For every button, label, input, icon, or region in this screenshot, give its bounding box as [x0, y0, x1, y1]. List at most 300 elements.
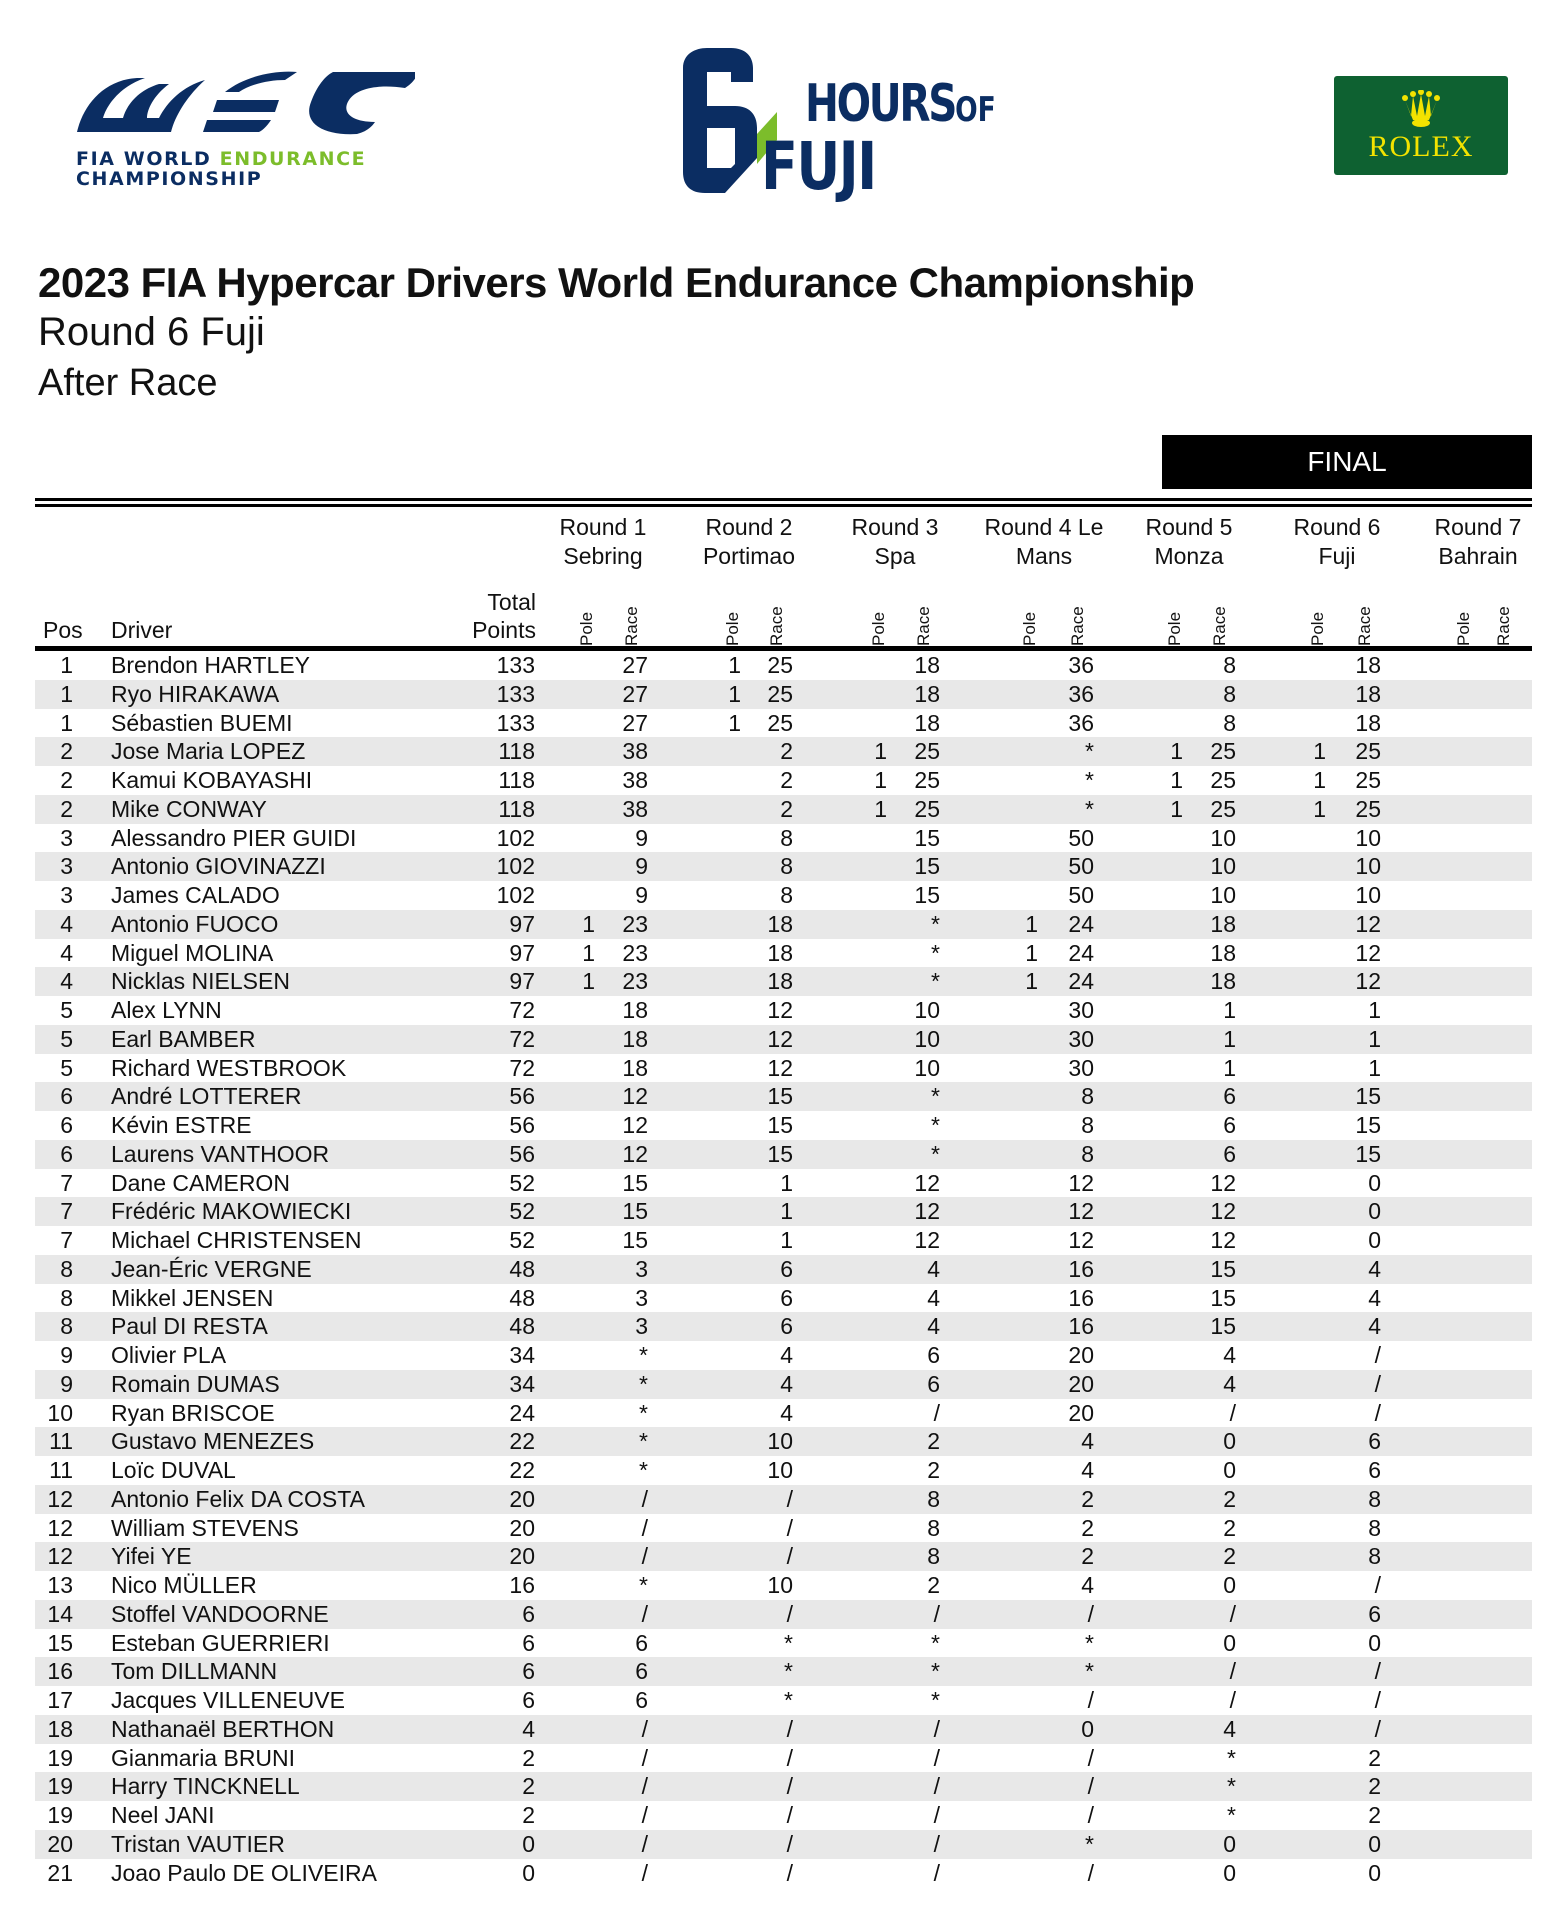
driver-name-cell: Mike CONWAY [111, 795, 267, 822]
race-points-cell: 8 [780, 824, 793, 851]
position-cell: 6 [60, 1083, 73, 1110]
race-points-cell: 15 [767, 1083, 793, 1110]
race-points-cell: 23 [622, 939, 648, 966]
race-points-cell: 15 [622, 1198, 648, 1225]
position-cell: 8 [60, 1313, 73, 1340]
race-points-cell: 0 [1223, 1830, 1236, 1857]
race-points-cell: * [639, 1399, 648, 1426]
race-points-cell: 27 [622, 652, 648, 678]
race-points-cell: 9 [635, 853, 648, 880]
race-points-cell: / [641, 1600, 648, 1627]
race-points-cell: 4 [1081, 1428, 1094, 1455]
table-row [35, 795, 1532, 824]
table-row [35, 1600, 1532, 1629]
race-points-cell: 6 [1223, 1083, 1236, 1110]
race-points-cell: 27 [622, 709, 648, 736]
race-points-cell: / [1229, 1658, 1236, 1685]
driver-name-cell: Olivier PLA [111, 1342, 227, 1368]
table-row [35, 939, 1532, 968]
driver-name-cell: Loïc DUVAL [111, 1457, 236, 1483]
total-points-cell: 0 [522, 1859, 535, 1886]
race-points-cell: 18 [1210, 910, 1236, 937]
race-points-cell: 2 [1081, 1514, 1094, 1541]
position-cell: 20 [47, 1830, 73, 1857]
pole-points-cell: 1 [582, 968, 595, 995]
table-row [35, 1830, 1532, 1859]
table-row [35, 852, 1532, 881]
race-points-cell: * [1085, 738, 1094, 765]
race-points-cell: 6 [1368, 1428, 1381, 1455]
driver-name-cell: Ryan BRISCOE [111, 1399, 275, 1426]
hours-of-text: HOURSOF [805, 74, 996, 134]
race-points-cell: / [786, 1802, 793, 1828]
position-cell: 16 [47, 1658, 73, 1685]
round-header-6: Round 6 Fuji [1293, 514, 1381, 569]
race-points-cell: 16 [1068, 1284, 1094, 1311]
race-points-cell: 15 [622, 1169, 648, 1196]
table-row [35, 1197, 1532, 1226]
wec-logo [75, 66, 415, 191]
table-row [35, 651, 1532, 680]
total-points-cell: 52 [509, 1169, 535, 1196]
race-subheader: Race [767, 606, 786, 646]
race-points-cell: 18 [914, 709, 940, 736]
race-points-cell: * [1227, 1773, 1236, 1800]
driver-name-cell: Jose Maria LOPEZ [111, 738, 306, 765]
race-points-cell: 15 [914, 882, 940, 908]
page-title: 2023 FIA Hypercar Drivers World Endurance Championship [38, 259, 1195, 306]
total-points-cell: 97 [509, 968, 535, 995]
race-points-cell: 15 [622, 1227, 648, 1253]
total-points-cell: 20 [509, 1485, 535, 1512]
race-points-cell: 2 [1081, 1485, 1094, 1512]
race-points-cell: 15 [767, 1140, 793, 1167]
race-points-cell: 25 [767, 652, 793, 678]
driver-name-cell: Tom DILLMANN [111, 1658, 278, 1685]
race-points-cell: 12 [914, 1227, 940, 1253]
race-points-cell: 8 [1368, 1485, 1381, 1512]
race-points-cell: 2 [927, 1572, 940, 1598]
total-points-cell: 6 [522, 1629, 535, 1656]
race-points-cell: 8 [1223, 709, 1236, 736]
race-points-cell: 8 [780, 882, 793, 908]
race-points-cell: / [1374, 1687, 1381, 1713]
race-points-cell: / [1374, 1399, 1381, 1426]
race-points-cell: / [933, 1715, 940, 1742]
race-points-cell: / [641, 1485, 648, 1512]
driver-name-cell: Neel JANI [111, 1802, 215, 1828]
pole-points-cell: 1 [728, 680, 741, 707]
race-points-cell: / [933, 1773, 940, 1800]
driver-name-cell: Tristan VAUTIER [111, 1830, 285, 1857]
position-cell: 7 [60, 1227, 73, 1253]
pole-points-cell: 1 [1170, 795, 1183, 822]
race-points-cell: 15 [1355, 1083, 1381, 1110]
total-points-cell: 2 [522, 1802, 535, 1828]
total-points-cell: 56 [509, 1140, 535, 1167]
stage-subtitle: After Race [38, 362, 218, 404]
race-points-cell: / [933, 1859, 940, 1886]
total-points-cell: 52 [509, 1198, 535, 1225]
pole-points-cell: 1 [1313, 795, 1326, 822]
race-points-cell: 4 [780, 1342, 793, 1368]
total-points-cell: 102 [496, 853, 535, 880]
race-points-cell: 25 [914, 738, 940, 765]
table-row [35, 1140, 1532, 1169]
race-subheader: Race [1355, 606, 1374, 646]
race-points-cell: 8 [927, 1485, 940, 1512]
driver-name-cell: Nico MÜLLER [111, 1572, 257, 1598]
total-points-cell: 48 [509, 1313, 535, 1340]
race-points-cell: / [1087, 1744, 1094, 1771]
race-points-cell: 6 [780, 1284, 793, 1311]
race-points-cell: 15 [914, 853, 940, 880]
race-points-cell: / [1087, 1600, 1094, 1627]
position-cell: 19 [47, 1744, 73, 1771]
race-points-cell: 2 [780, 795, 793, 822]
race-points-cell: * [1085, 767, 1094, 793]
total-points-cell: 133 [496, 652, 535, 678]
race-points-cell: 10 [767, 1428, 793, 1455]
race-points-cell: 10 [914, 1054, 940, 1081]
driver-name-cell: Alessandro PIER GUIDI [111, 824, 357, 851]
race-points-cell: 12 [1355, 968, 1381, 995]
race-points-cell: / [933, 1600, 940, 1627]
race-points-cell: 15 [1210, 1313, 1236, 1340]
total-points-cell: 34 [509, 1370, 535, 1397]
position-cell: 8 [60, 1255, 73, 1282]
position-cell: 5 [60, 997, 73, 1023]
round-header-2: Round 2 Portimao [702, 514, 796, 569]
table-row [35, 1399, 1532, 1428]
race-points-cell: * [931, 1629, 940, 1656]
total-points-cell: 118 [498, 795, 535, 822]
top-divider [35, 498, 1532, 501]
race-points-cell: 3 [635, 1313, 648, 1340]
driver-name-cell: Nathanaël BERTHON [111, 1715, 335, 1742]
race-points-cell: * [784, 1687, 793, 1713]
race-points-cell: 0 [1368, 1859, 1381, 1886]
total-points-cell: 2 [522, 1744, 535, 1771]
race-points-cell: 12 [1068, 1198, 1094, 1225]
race-points-cell: 12 [767, 1054, 793, 1081]
total-points-cell: 20 [509, 1514, 535, 1541]
race-points-cell: 18 [1210, 968, 1236, 995]
table-row [35, 1542, 1532, 1571]
round-header-5: Round 5 Monza [1145, 514, 1233, 569]
race-points-cell: 10 [1210, 824, 1236, 851]
race-points-cell: 6 [1368, 1457, 1381, 1483]
race-points-cell: 0 [1223, 1859, 1236, 1886]
race-subheader: Race [914, 606, 933, 646]
race-points-cell: * [931, 1140, 940, 1167]
race-points-cell: / [641, 1802, 648, 1828]
race-points-cell: / [786, 1830, 793, 1857]
race-points-cell: / [1374, 1342, 1381, 1368]
position-cell: 13 [47, 1572, 73, 1598]
race-points-cell: 12 [914, 1198, 940, 1225]
race-points-cell: 18 [1355, 709, 1381, 736]
position-cell: 11 [49, 1428, 73, 1455]
race-points-cell: * [639, 1428, 648, 1455]
race-points-cell: 2 [1368, 1773, 1381, 1800]
race-points-cell: * [1085, 1658, 1094, 1685]
race-points-cell: 9 [635, 824, 648, 851]
position-cell: 12 [47, 1514, 73, 1541]
race-points-cell: / [641, 1715, 648, 1742]
position-cell: 2 [60, 767, 73, 793]
total-points-cell: 48 [509, 1284, 535, 1311]
fuji-text: FUJI [761, 128, 876, 205]
race-points-cell: 1 [1223, 1025, 1236, 1052]
race-subheader: Race [1210, 606, 1229, 646]
race-points-cell: 25 [1210, 767, 1236, 793]
race-points-cell: 8 [1081, 1112, 1094, 1138]
driver-name-cell: Kamui KOBAYASHI [111, 767, 313, 793]
race-points-cell: * [639, 1342, 648, 1368]
driver-name-cell: Richard WESTBROOK [111, 1054, 347, 1081]
race-points-cell: / [786, 1744, 793, 1771]
race-points-cell: 18 [622, 997, 648, 1023]
position-cell: 14 [47, 1600, 73, 1627]
race-points-cell: 4 [1223, 1370, 1236, 1397]
race-points-cell: 4 [927, 1255, 940, 1282]
race-points-cell: * [639, 1572, 648, 1598]
race-points-cell: 2 [1368, 1744, 1381, 1771]
race-points-cell: / [1229, 1687, 1236, 1713]
race-points-cell: 24 [1068, 939, 1094, 966]
race-points-cell: 12 [767, 1025, 793, 1052]
table-row [35, 766, 1532, 795]
table-row [35, 1744, 1532, 1773]
driver-name-cell: Mikkel JENSEN [111, 1284, 274, 1311]
race-points-cell: 8 [1368, 1514, 1381, 1541]
position-cell: 10 [47, 1399, 73, 1426]
race-points-cell: 16 [1068, 1255, 1094, 1282]
race-points-cell: 6 [1223, 1140, 1236, 1167]
race-points-cell: 0 [1368, 1830, 1381, 1857]
race-points-cell: 10 [914, 1025, 940, 1052]
race-points-cell: 8 [927, 1514, 940, 1541]
table-row [35, 967, 1532, 996]
race-points-cell: * [639, 1457, 648, 1483]
race-points-cell: / [786, 1543, 793, 1570]
total-points-cell: 52 [509, 1227, 535, 1253]
race-points-cell: 27 [622, 680, 648, 707]
race-points-cell: 12 [1355, 939, 1381, 966]
race-points-cell: / [641, 1543, 648, 1570]
race-points-cell: 25 [1355, 767, 1381, 793]
table-row [35, 1571, 1532, 1600]
table-row [35, 1226, 1532, 1255]
driver-name-cell: Esteban GUERRIERI [111, 1629, 330, 1656]
race-points-cell: * [784, 1658, 793, 1685]
race-points-cell: 2 [780, 767, 793, 793]
race-points-cell: 4 [1223, 1715, 1236, 1742]
position-cell: 9 [60, 1370, 73, 1397]
race-points-cell: / [1087, 1859, 1094, 1886]
driver-name-cell: Gianmaria BRUNI [111, 1744, 296, 1771]
race-points-cell: 1 [1223, 997, 1236, 1023]
table-row [35, 1370, 1532, 1399]
table-row [35, 1801, 1532, 1830]
race-points-cell: * [931, 1658, 940, 1685]
race-points-cell: 18 [767, 910, 793, 937]
race-points-cell: * [1085, 1629, 1094, 1656]
race-points-cell: 30 [1068, 1054, 1094, 1081]
table-row [35, 680, 1532, 709]
race-points-cell: 38 [622, 738, 648, 765]
total-points-cell: 22 [509, 1428, 535, 1455]
pole-points-cell: 1 [1313, 738, 1326, 765]
position-cell: 3 [60, 882, 73, 908]
race-points-cell: / [641, 1744, 648, 1771]
table-row [35, 1686, 1532, 1715]
crown-icon [1401, 90, 1441, 128]
race-points-cell: 0 [1081, 1715, 1094, 1742]
pole-points-cell: 1 [1025, 939, 1038, 966]
race-points-cell: * [931, 1687, 940, 1713]
race-points-cell: * [1227, 1802, 1236, 1828]
race-points-cell: 12 [622, 1083, 648, 1110]
standings-table-body [35, 651, 1532, 1887]
position-cell: 8 [60, 1284, 73, 1311]
race-points-cell: 23 [622, 968, 648, 995]
race-points-cell: 12 [1210, 1198, 1236, 1225]
position-cell: 7 [60, 1198, 73, 1225]
position-cell: 6 [60, 1112, 73, 1138]
race-points-cell: * [1227, 1744, 1236, 1771]
race-points-cell: 4 [1081, 1457, 1094, 1483]
col-header-pos: Pos [43, 617, 83, 643]
race-points-cell: * [931, 968, 940, 995]
race-points-cell: 18 [622, 1025, 648, 1052]
race-points-cell: 6 [635, 1658, 648, 1685]
race-points-cell: * [931, 939, 940, 966]
race-points-cell: 10 [1355, 824, 1381, 851]
race-points-cell: 0 [1223, 1572, 1236, 1598]
total-points-cell: 48 [509, 1255, 535, 1282]
race-points-cell: / [641, 1773, 648, 1800]
driver-name-cell: Antonio GIOVINAZZI [111, 853, 326, 880]
race-points-cell: / [933, 1744, 940, 1771]
table-row [35, 996, 1532, 1025]
pole-points-cell: 1 [1170, 738, 1183, 765]
race-points-cell: 8 [1223, 652, 1236, 678]
race-points-cell: / [786, 1485, 793, 1512]
total-points-cell: 6 [522, 1687, 535, 1713]
total-points-cell: 118 [498, 738, 535, 765]
race-points-cell: 25 [767, 709, 793, 736]
pole-points-cell: 1 [728, 652, 741, 678]
race-points-cell: 4 [780, 1370, 793, 1397]
race-points-cell: 25 [1210, 738, 1236, 765]
race-points-cell: 10 [1355, 853, 1381, 880]
driver-name-cell: Harry TINCKNELL [111, 1773, 300, 1800]
pole-points-cell: 1 [874, 738, 887, 765]
driver-name-cell: Romain DUMAS [111, 1370, 280, 1397]
pole-points-cell: 1 [1170, 767, 1183, 793]
driver-name-cell: Gustavo MENEZES [111, 1428, 315, 1455]
race-points-cell: / [1374, 1715, 1381, 1742]
race-points-cell: 6 [1223, 1112, 1236, 1138]
race-points-cell: 10 [1210, 853, 1236, 880]
race-points-cell: / [641, 1830, 648, 1857]
race-points-cell: 50 [1068, 824, 1094, 851]
race-points-cell: 10 [1210, 882, 1236, 908]
total-points-cell: 4 [522, 1715, 535, 1742]
position-cell: 17 [47, 1687, 73, 1713]
race-points-cell: / [1087, 1802, 1094, 1828]
total-points-cell: 102 [496, 882, 535, 908]
race-points-cell: 18 [914, 680, 940, 707]
race-subheader: Race [1068, 606, 1087, 646]
race-points-cell: 4 [1081, 1572, 1094, 1598]
driver-name-cell: Laurens VANTHOOR [111, 1140, 330, 1167]
driver-name-cell: William STEVENS [111, 1514, 299, 1541]
position-cell: 9 [60, 1342, 73, 1368]
total-points-cell: 72 [509, 997, 535, 1023]
race-points-cell: 12 [1210, 1169, 1236, 1196]
race-points-cell: 15 [1210, 1284, 1236, 1311]
race-points-cell: * [1085, 1830, 1094, 1857]
top-divider-second [35, 504, 1532, 507]
total-points-cell: 102 [496, 824, 535, 851]
race-points-cell: 18 [1355, 680, 1381, 707]
pole-points-cell: 1 [582, 939, 595, 966]
race-points-cell: 50 [1068, 882, 1094, 908]
driver-name-cell: Sébastien BUEMI [111, 709, 293, 736]
position-cell: 2 [60, 738, 73, 765]
race-points-cell: 1 [780, 1227, 793, 1253]
race-points-cell: / [1374, 1370, 1381, 1397]
race-points-cell: 3 [635, 1255, 648, 1282]
table-row [35, 1485, 1532, 1514]
race-points-cell: 38 [622, 767, 648, 793]
pole-subheader: Pole [1454, 611, 1473, 646]
race-points-cell: 18 [914, 652, 940, 678]
race-points-cell: / [786, 1715, 793, 1742]
race-points-cell: 8 [927, 1543, 940, 1570]
total-points-cell: 6 [522, 1658, 535, 1685]
race-points-cell: 6 [927, 1342, 940, 1368]
race-points-cell: * [931, 1083, 940, 1110]
race-points-cell: 6 [635, 1629, 648, 1656]
status-badge: FINAL [1162, 435, 1532, 489]
table-row [35, 1054, 1532, 1083]
driver-name-cell: Stoffel VANDOORNE [111, 1600, 329, 1627]
race-points-cell: 1 [1368, 1025, 1381, 1052]
race-points-cell: 30 [1068, 997, 1094, 1023]
total-points-cell: 16 [509, 1572, 535, 1598]
driver-name-cell: Paul DI RESTA [111, 1313, 268, 1340]
position-cell: 3 [60, 824, 73, 851]
race-points-cell: 20 [1068, 1370, 1094, 1397]
table-row [35, 824, 1532, 853]
race-points-cell: 1 [1368, 1054, 1381, 1081]
table-row [35, 1859, 1532, 1888]
race-points-cell: 15 [1355, 1140, 1381, 1167]
race-points-cell: 2 [1368, 1802, 1381, 1828]
race-points-cell: 2 [1223, 1543, 1236, 1570]
driver-name-cell: Frédéric MAKOWIECKI [111, 1198, 352, 1225]
driver-name-cell: Michael CHRISTENSEN [111, 1227, 362, 1253]
race-points-cell: / [1087, 1773, 1094, 1800]
race-points-cell: 12 [1355, 910, 1381, 937]
race-points-cell: / [641, 1859, 648, 1886]
race-points-cell: * [1085, 795, 1094, 822]
race-points-cell: 12 [1068, 1227, 1094, 1253]
